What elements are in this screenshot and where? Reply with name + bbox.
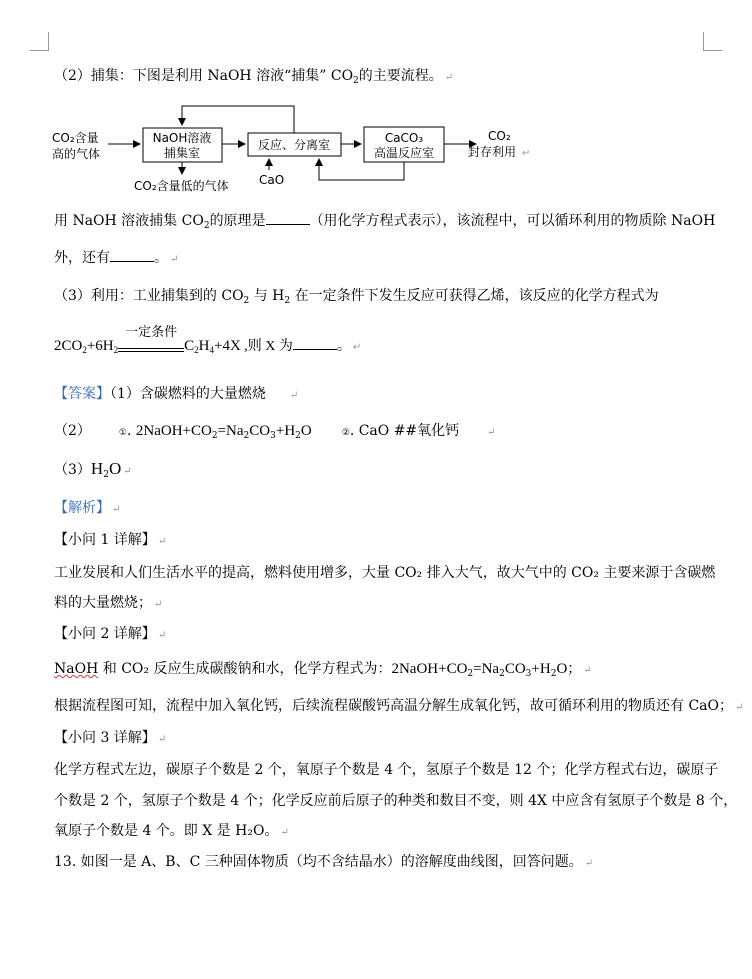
analysis-s3-title: 【小问 3 详解】 ↵ [54, 730, 167, 746]
cao-input-label: CaO [259, 173, 285, 187]
svg-text:高温反应室: 高温反应室 [373, 146, 435, 160]
q2-question-line1: 用 NaOH 溶液捕集 $CO_2$的原理是 （用化学方程式表示），该流程中，可以循环利用的物质除 NaOH [54, 213, 716, 231]
analysis-s2-line1: NaOH 和 CO₂ 反应生成碳酸钠和水，化学方程式为：$2NaOH+CO_2=Na_2CO_3+H_2O$； ↵ [54, 661, 592, 679]
analysis-s1-title: 【小问 1 详解】 ↵ [54, 532, 167, 548]
analysis-s1-line2: 料的大量燃烧； ↵ [54, 595, 163, 611]
svg-text:捕集室: 捕集室 [163, 146, 201, 160]
analysis-s1-line1: 工业发展和人们生活水平的提高，燃料使用增多，大量 CO₂ 排入大气，故大气中的 CO₂ 主要来源于含碳燃 [54, 565, 716, 581]
capture-flow-diagram [52, 100, 552, 200]
answer-blank [293, 336, 337, 350]
svg-text:NaOH溶液: NaOH溶液 [152, 131, 212, 145]
q3-equation: $2CO_2+6H_2$ 一定条件 $C_2H_4+4X$ ,则 X 为 。 ↵ [54, 325, 362, 355]
corner-mark-left [30, 32, 49, 51]
paragraph-mark: ↵ [522, 148, 531, 159]
analysis-s3-line1: 化学方程式左边，碳原子个数是 2 个，氧原子个数是 4 个，氢原子个数是 12 个；化学方程式右边，碳原子 [54, 762, 719, 778]
q2-question-line2: 外，还有 。 ↵ [54, 250, 179, 266]
answer-3: $(3)H_2O$ ↵ [54, 459, 132, 480]
answer-blank [266, 211, 310, 225]
q2-heading: （2）捕集：下图是利用 NaOH 溶液“捕集” $CO_2$的主要流程。 ↵ [54, 68, 454, 86]
analysis-s2-line2: 根据流程图可知，流程中加入氧化钙，后续流程碳酸钙高温分解生成氧化钙，故可循环利用的物质还有 CaO； ↵ [54, 698, 744, 714]
analysis-s2-title: 【小问 2 详解】 ↵ [54, 626, 167, 642]
flow-source-label: CO₂含量 [52, 131, 99, 145]
analysis-s3-line3: 氧原子个数是 4 个。即 X 是 H₂O。 ↵ [54, 823, 289, 839]
answer-label: 【答案】 [54, 386, 110, 402]
q3-question: （3）利用：工业捕集到的 $CO_2$ 与 $H_2$ 在一定条件下发生反应可获得乙烯，该反应的化学方程式为 [54, 288, 659, 306]
flow-output-label: CO₂ [488, 129, 511, 143]
question-13: 13. 如图一是 A、B、C 三种固体物质（均不含结晶水）的溶解度曲线图，回答问题。 ↵ [54, 854, 594, 870]
flow-source-label-2: 高的气体 [52, 147, 101, 161]
answer-1: 【答案】（1）含碳燃料的大量燃烧 ↵ [54, 386, 299, 402]
flow-output-label-2: 封存利用 [468, 145, 517, 159]
svg-text:反应、分离室: 反应、分离室 [257, 138, 331, 152]
svg-text:CaCO₃: CaCO₃ [384, 131, 424, 145]
answer-2: （2） ①. $2NaOH+CO_2=Na_2CO_3+H_2O$ ②. CaO ##氧化钙 ↵ [54, 423, 496, 441]
analysis-label: 【解析】 ↵ [54, 500, 121, 516]
low-co2-gas-label: CO₂含量低的气体 [134, 179, 229, 193]
answer-blank [110, 248, 154, 262]
analysis-s3-line2: 个数是 2 个，氢原子个数是 4 个；化学反应前后原子的种类和数目不变，则 4X 中应含有氢原子个数是 8 个， [54, 793, 738, 809]
reaction-condition-arrow: 一定条件 [118, 342, 184, 352]
corner-mark-right [703, 32, 722, 51]
